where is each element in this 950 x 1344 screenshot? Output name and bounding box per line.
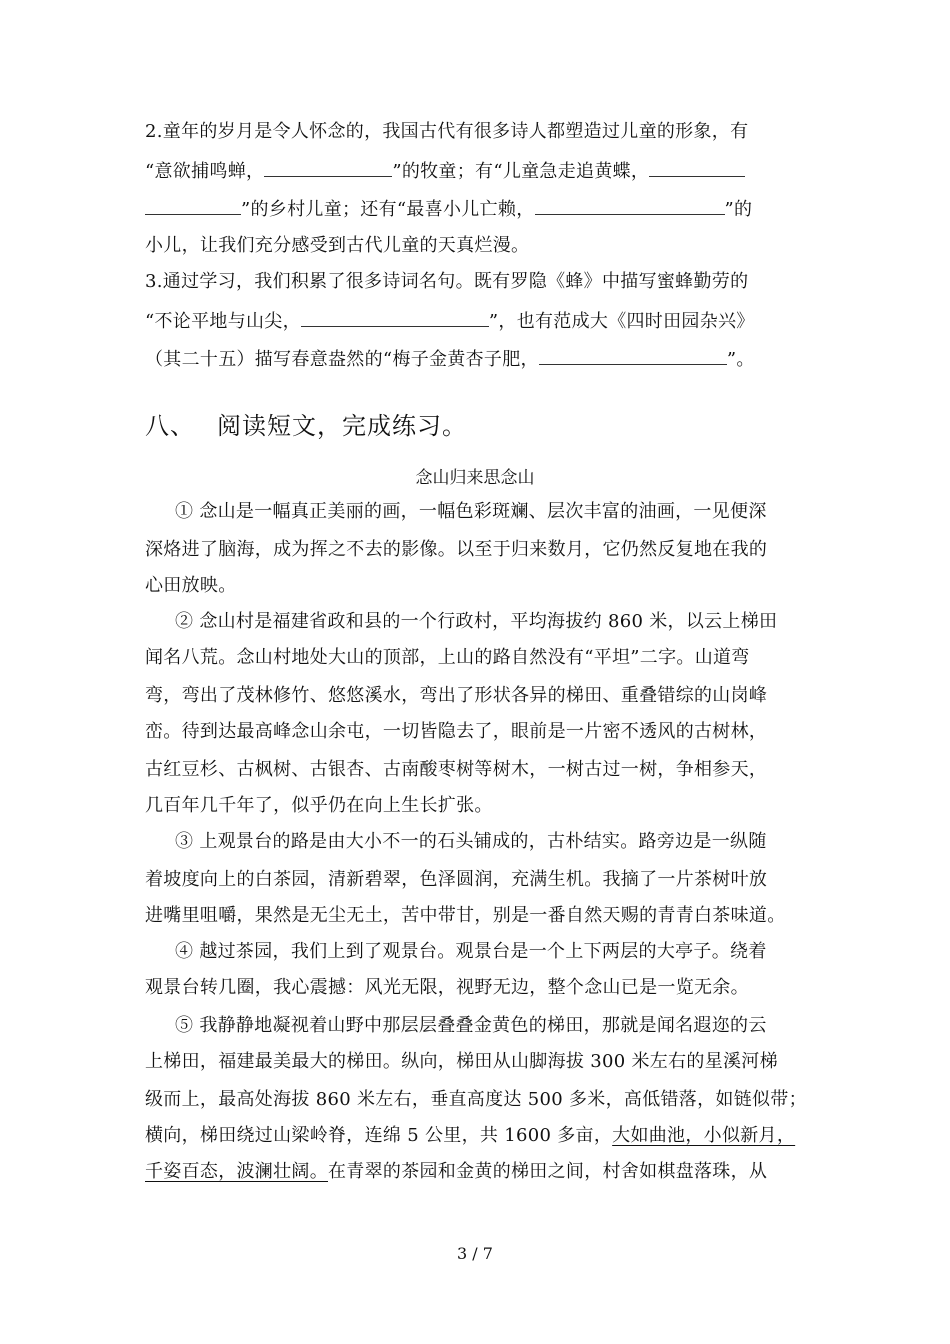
section-title: 阅读短文，完成练习。 bbox=[217, 412, 467, 440]
paragraph-line: 进嘴里咀嚼，果然是无尘无土，苦中带甘，别是一番自然天赐的青青白茶味道。 bbox=[145, 905, 786, 926]
q2-text: ”的牧童；有“儿童急走追黄蝶， bbox=[392, 161, 650, 182]
paragraph-line: ① 念山是一幅真正美丽的画，一幅色彩斑斓、层次丰富的油画，一见便深 bbox=[175, 501, 767, 522]
paragraph-line: 级而上，最高处海拔 860 米左右，垂直高度达 500 多米，高低错落，如链似带； bbox=[145, 1089, 807, 1110]
answer-blank[interactable] bbox=[535, 196, 725, 215]
paragraph-line: 闻名八荒。念山村地处大山的顶部，上山的路自然没有“平坦”二字。山道弯 bbox=[145, 647, 750, 668]
q2-text: ”的乡村儿童；还有“最喜小儿亡赖， bbox=[241, 199, 535, 220]
paragraph-line: ② 念山村是福建省政和县的一个行政村，平均海拔约 860 米，以云上梯田 bbox=[175, 611, 778, 632]
q2-text: “意欲捕鸣蝉， bbox=[145, 161, 265, 182]
underlined-sentence: 千姿百态，波澜壮阔。 bbox=[145, 1161, 328, 1182]
paragraph-line: 古红豆杉、古枫树、古银杏、古南酸枣树等树木，一树古过一树，争相参天， bbox=[145, 759, 768, 780]
paragraph-line: ③ 上观景台的路是由大小不一的石头铺成的，古朴结实。路旁边是一纵随 bbox=[175, 831, 767, 852]
paragraph-line: 弯，弯出了茂林修竹、悠悠溪水，弯出了形状各异的梯田、重叠错综的山岗峰 bbox=[145, 685, 768, 706]
answer-blank[interactable] bbox=[649, 158, 745, 177]
q2-line-1: 2.童年的岁月是令人怀念的，我国古代有很多诗人都塑造过儿童的形象，有 bbox=[145, 121, 749, 142]
q2-line-2 bbox=[145, 158, 815, 184]
paragraph-line: 上梯田，福建最美最大的梯田。纵向，梯田从山脚海拔 300 米左右的星溪河梯 bbox=[145, 1051, 778, 1072]
paragraph-line: 着坡度向上的白茶园，清新碧翠，色泽圆润，充满生机。我摘了一片茶树叶放 bbox=[145, 869, 768, 890]
paragraph-line: ④ 越过茶园，我们上到了观景台。观景台是一个上下两层的大亭子。绕着 bbox=[175, 941, 767, 962]
q3-line-2 bbox=[145, 308, 815, 334]
paragraph-text: 横向，梯田绕过山梁岭脊，连绵 5 公里，共 1600 多亩， bbox=[145, 1125, 613, 1146]
q3-text: “不论平地与山尖， bbox=[145, 311, 301, 332]
paragraph-line bbox=[145, 1160, 815, 1184]
q2-line-3 bbox=[145, 196, 815, 222]
paragraph-text: 在青翠的茶园和金黄的梯田之间，村舍如棋盘落珠，从 bbox=[328, 1161, 768, 1182]
section-heading bbox=[145, 410, 467, 442]
answer-blank[interactable] bbox=[145, 196, 241, 215]
q3-text: ”，也有范成大《四时田园杂兴》 bbox=[488, 311, 755, 332]
paragraph-line: ⑤ 我静静地凝视着山野中那层层叠叠金黄色的梯田，那就是闻名遐迩的云 bbox=[175, 1015, 767, 1036]
paragraph-line: 观景台转几圈，我心震撼：风光无限，视野无边，整个念山已是一览无余。 bbox=[145, 977, 749, 998]
section-number: 八、 bbox=[145, 412, 195, 440]
q3-line-1: 3.通过学习，我们积累了很多诗词名句。既有罗隐《蜂》中描写蜜蜂勤劳的 bbox=[145, 271, 749, 292]
q3-text: ”。 bbox=[726, 349, 755, 370]
paragraph-line bbox=[145, 1124, 815, 1148]
q3-text: （其二十五）描写春意盎然的“梅子金黄杏子肥， bbox=[145, 349, 539, 370]
paragraph-line: 心田放映。 bbox=[145, 575, 237, 596]
paragraph-line: 峦。待到达最高峰念山余屯，一切皆隐去了，眼前是一片密不透风的古树林， bbox=[145, 721, 768, 742]
answer-blank[interactable] bbox=[301, 308, 489, 327]
underlined-sentence: 大如曲池，小似新月， bbox=[612, 1125, 796, 1146]
q2-line-4: 小儿，让我们充分感受到古代儿童的天真烂漫。 bbox=[145, 235, 530, 256]
answer-blank[interactable] bbox=[539, 346, 727, 365]
answer-blank[interactable] bbox=[264, 158, 392, 177]
q3-line-3 bbox=[145, 346, 815, 372]
q2-text: ”的 bbox=[724, 199, 753, 220]
paragraph-line: 几百年几千年了，似乎仍在向上生长扩张。 bbox=[145, 795, 493, 816]
paragraph-line: 深烙进了脑海，成为挥之不去的影像。以至于归来数月，它仍然反复地在我的 bbox=[145, 539, 768, 560]
passage-title: 念山归来思念山 bbox=[415, 468, 535, 488]
page-number: 3 / 7 bbox=[457, 1244, 493, 1263]
